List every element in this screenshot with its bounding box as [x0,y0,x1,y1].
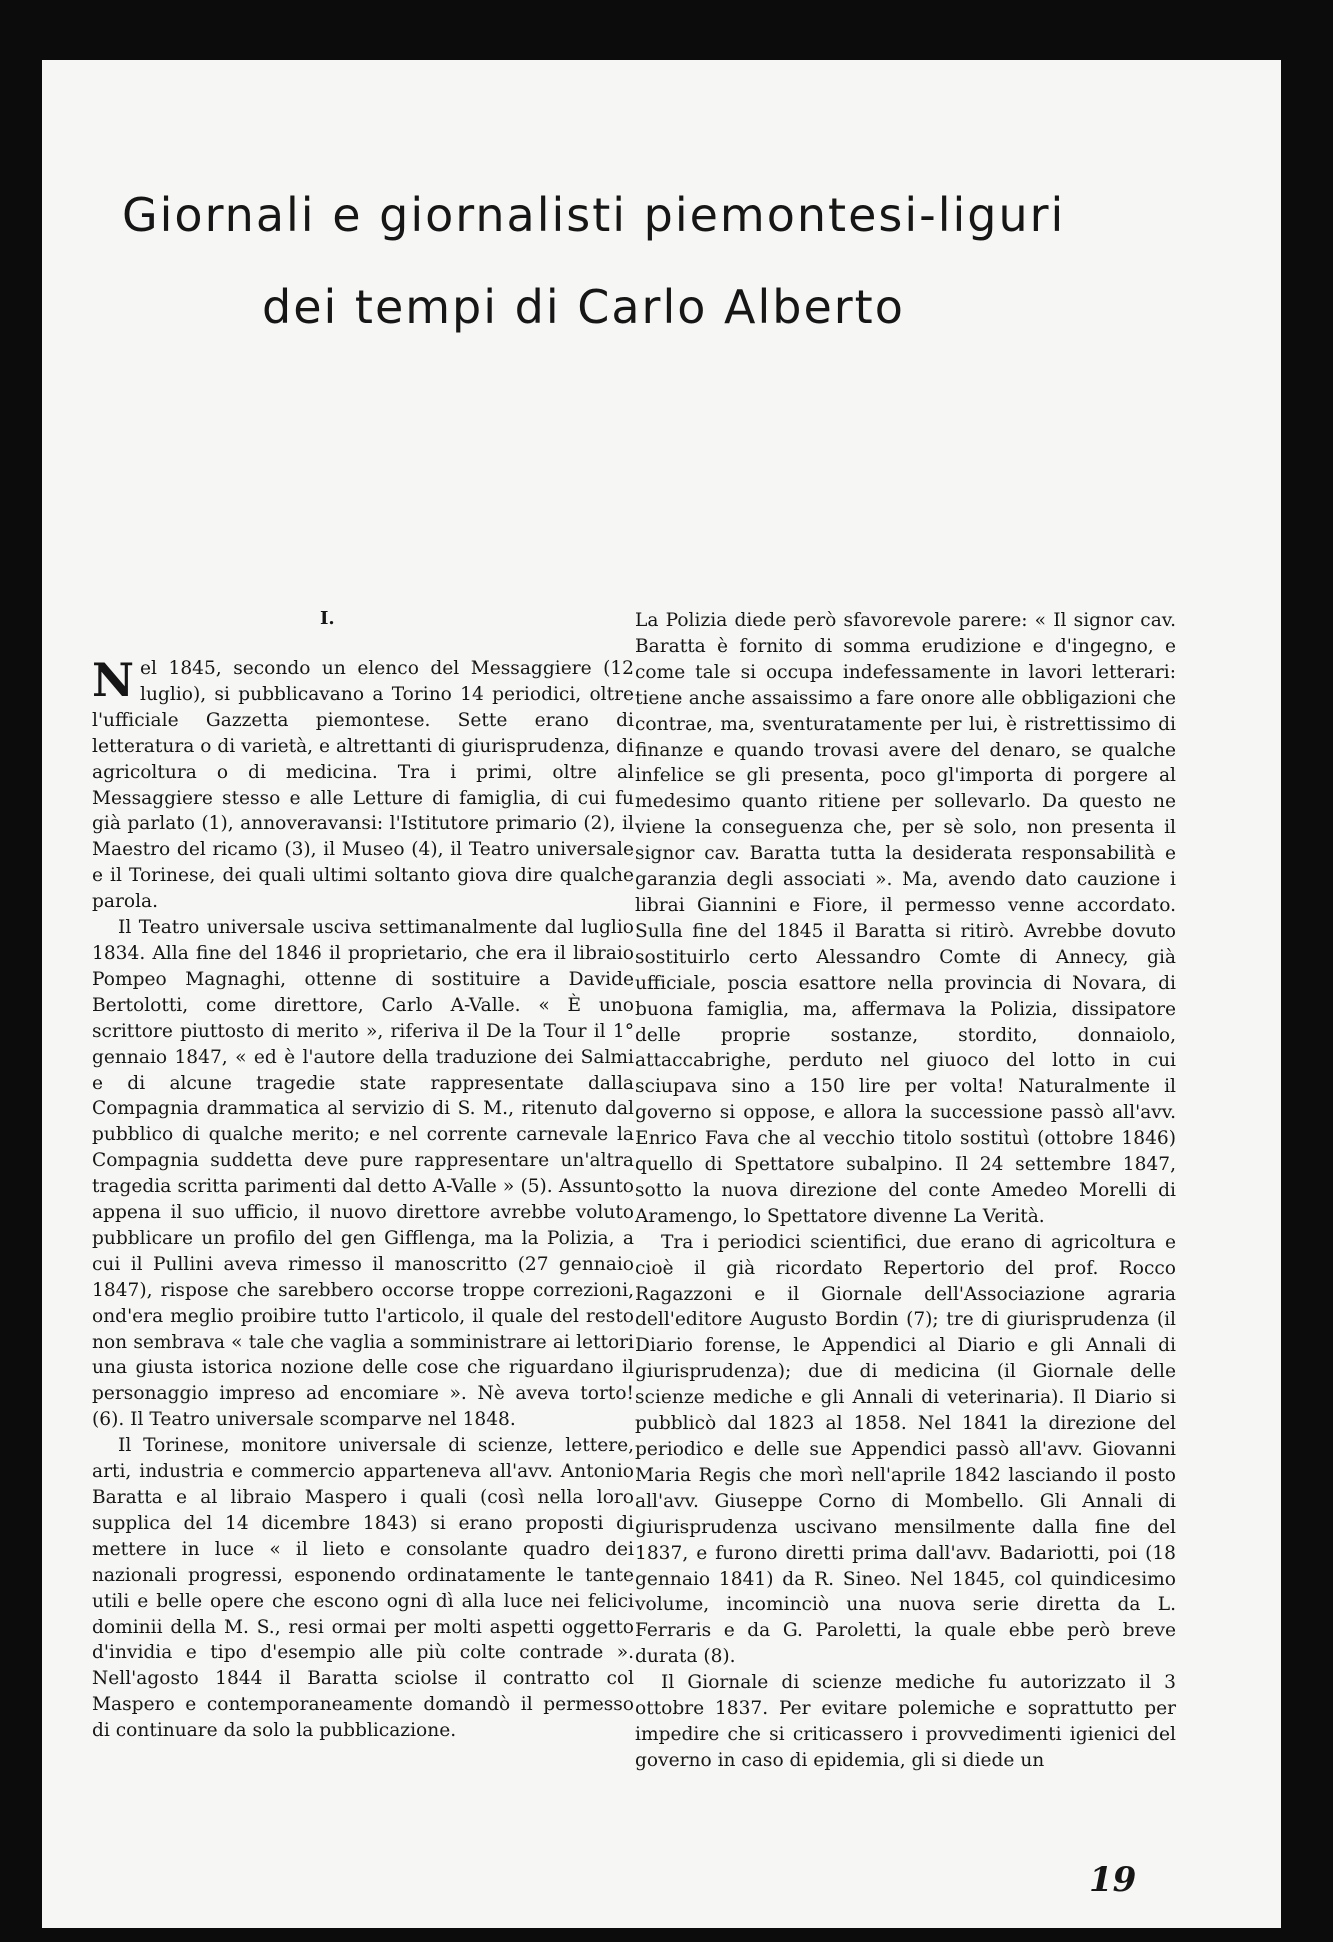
scan-border-top [0,0,1333,60]
paragraph: Il Giornale di scienze mediche fu autorizzato il 3 ottobre 1837. Per evitare polemiche e soprattutto per impedire che si criticassero i provvedimenti igienici del governo in caso di epidemia, gli si diede un [635,1672,1176,1771]
scan-border-bottom [0,1928,1333,1942]
scan-border-left [0,0,42,1942]
paragraph: La Polizia diede però sfavorevole parere: « Il signor cav. Baratta è fornito di somma erudizione e d'ingegno, e come tale si occupa indefessamente in lavori letterari: tiene anche assaissimo a fare onore alle obbligazioni che contrae, ma, sventuratamente per lui, è ristrettissimo di finanze e quando trovasi avere del denaro, se qualche infelice se gli presenta, poco gl'importa di porgere al medesimo quanto ritiene per sollevarlo. Da questo ne viene la conseguenza che, per sè solo, non presenta il signor cav. Baratta tutta la desiderata responsabilità e garanzia degli associati ». Ma, avendo dato cauzione i librai Giannini e Fiore, il permesso venne accordato. Sulla fine del 1845 il Baratta si ritirò. Avrebbe dovuto sostituirlo certo Alessandro Comte di Annecy, già ufficiale, poscia esattore nella provincia di Novara, di buona famiglia, ma, affermava la Polizia, dissipatore delle proprie sostanze, stordito, donnaiolo, attaccabrighe, perduto nel giuoco del lotto in cui sciupava sino a 150 lire per volta! Naturalmente il governo si oppose, e allora la successione passò all'avv. Enrico Fava che al vecchio titolo sostituì (ottobre 1846) quello di Spettatore subalpino. Il 24 settembre 1847, sotto la nuova direzione del conte Amedeo Morelli di Aramengo, lo Spettatore divenne La Verità. [635,610,1176,1227]
section-number: I. [320,608,335,629]
page-number: 19 [1089,1860,1137,1900]
scan-border-right [1281,0,1333,1942]
title-line-1: Giornali e giornalisti piemontesi-liguri [122,188,1066,242]
paragraph: Nel 1845, secondo un elenco del Messaggiere (12 luglio), si pubblicavano a Torino 14 periodici, oltre l'ufficiale Gazzetta piemontese. Sette erano di letteratura o di varietà, e altrettanti di giurisprudenza, di agricoltura o di medicina. Tra i primi, oltre al Messaggiere stesso e alle Letture di famiglia, di cui fu già parlato (1), annoveravansi: l'Istitutore primario (2), il Maestro del ricamo (3), il Museo (4), il Teatro universale e il Torinese, dei quali ultimi soltanto giova dire qualche parola. [92,653,634,913]
left-column [92,653,634,1744]
right-column [635,608,1176,1774]
paragraph: Il Torinese, monitore universale di scienze, lettere, arti, industria e commercio apparteneva all'avv. Antonio Baratta e al libraio Maspero i quali (così nella loro supplica del 14 dicembre 1843) si erano proposti di mettere in luce « il lieto e consolante quadro dei nazionali progressi, esponendo ordinatamente le tante utili e belle opere che escono ogni dì alla luce nei felici dominii della M. S., resi ormai per molti aspetti oggetto d'invidia e tipo d'esempio alle più colte contrade ». Nell'agosto 1844 il Baratta sciolse il contratto col Maspero e contemporaneamente domandò il permesso di continuare da solo la pubblicazione. [92,1435,634,1742]
paragraph: Il Teatro universale usciva settimanalmente dal luglio 1834. Alla fine del 1846 il proprietario, che era il libraio Pompeo Magnaghi, ottenne di sostituire a Davide Bertolotti, come direttore, Carlo A-Valle. « È uno scrittore piuttosto di merito », riferiva il De la Tour il 1° gennaio 1847, « ed è l'autore della traduzione dei Salmi e di alcune tragedie state rappresentate dalla Compagnia drammatica al servizio di S. M., ritenuto dal pubblico di qualche merito; e nel corrente carnevale la Compagnia suddetta deve pure rappresentare un'altra tragedia scritta parimenti dal detto A-Valle » (5). Assunto appena il suo ufficio, il nuovo direttore avrebbe voluto pubblicare un profilo del gen Gifflenga, ma la Polizia, a cui il Pullini aveva rimesso il manoscritto (27 gennaio 1847), rispose che sarebbero occorse troppe correzioni, ond'era meglio proibire tutto l'articolo, il quale del resto non sembrava « tale che vaglia a somministrare ai lettori una giusta istorica nozione delle cose che riguardano il personaggio impreso ad encomiare ». Nè aveva torto! (6). Il Teatro universale scomparve nel 1848. [92,917,634,1431]
drop-cap: N [92,653,135,707]
paragraph: Tra i periodici scientifici, due erano di agricoltura e cioè il già ricordato Repertorio del prof. Rocco Ragazzoni e il Giornale dell'Associazione agraria dell'editore Augusto Bordin (7); tre di giurisprudenza (il Diario forense, le Appendici al Diario e gli Annali di giurisprudenza); due di medicina (il Giornale delle scienze mediche e gli Annali di veterinaria). Il Diario si pubblicò dal 1823 al 1858. Nel 1841 la direzione del periodico e delle sue Appendici passò all'avv. Giovanni Maria Regis che morì nell'aprile 1842 lasciando il posto all'avv. Giuseppe Corno di Mombello. Gli Annali di giurisprudenza uscivano mensilmente dalla fine del 1837, e furono diretti prima dall'avv. Badariotti, poi (18 gennaio 1841) da R. Sineo. Nel 1845, col quindicesimo volume, incominciò una nuova serie diretta da L. Ferraris e da G. Paroletti, la quale ebbe però breve durata (8). [635,1231,1176,1668]
page [42,60,1281,1928]
title-line-2: dei tempi di Carlo Alberto [262,280,905,334]
